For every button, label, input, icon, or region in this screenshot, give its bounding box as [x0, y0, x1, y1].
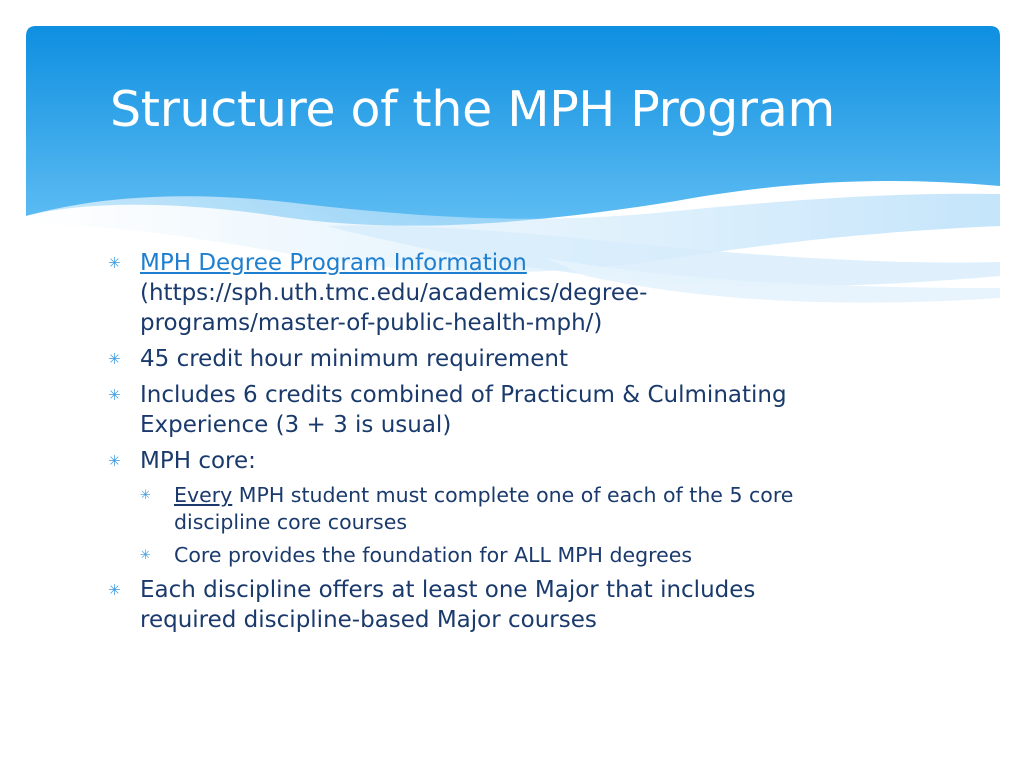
bullet-text: 45 credit hour minimum requirement — [140, 346, 569, 372]
asterisk-icon: ✳ — [140, 548, 151, 563]
bullet-text-line-2: Experience (3 + 3 is usual) — [140, 412, 452, 438]
bullet-text-line-1: Includes 6 credits combined of Practicum & Culminating — [140, 382, 787, 408]
bullet-list-container — [108, 248, 918, 641]
sub-bullet-rest: MPH student must complete one of each of the 5 core — [232, 483, 794, 507]
asterisk-icon: ✳ — [140, 488, 151, 503]
url-text-line-1: (https://sph.uth.tmc.edu/academics/degree- — [140, 280, 648, 306]
sub-bullet-line-2: discipline core courses — [174, 510, 408, 534]
asterisk-icon: ✳ — [108, 386, 121, 404]
list-item — [108, 344, 918, 374]
list-item — [108, 380, 918, 440]
asterisk-icon: ✳ — [108, 452, 121, 470]
emphasis-every: Every — [174, 483, 233, 507]
list-item — [108, 575, 918, 635]
bullet-text-line-1: Each discipline offers at least one Major that includes — [140, 577, 756, 603]
bullet-text-line-2: required discipline-based Major courses — [140, 607, 597, 633]
bullet-text: MPH core: — [140, 448, 256, 474]
asterisk-icon: ✳ — [108, 581, 121, 599]
sub-bullet-list — [140, 482, 918, 569]
list-item — [108, 248, 918, 338]
mph-program-info-link[interactable]: MPH Degree Program Information — [140, 250, 527, 276]
page-title: Structure of the MPH Program — [110, 81, 835, 138]
bullet-list — [108, 248, 918, 635]
sub-bullet-text: Core provides the foundation for ALL MPH degrees — [174, 543, 692, 567]
asterisk-icon: ✳ — [108, 254, 121, 272]
sub-list-item — [140, 482, 918, 536]
list-item — [108, 446, 918, 476]
url-text-line-2: programs/master-of-public-health-mph/) — [140, 310, 603, 336]
sub-list-item — [140, 542, 918, 569]
asterisk-icon: ✳ — [108, 350, 121, 368]
sub-bullet-line-1 — [174, 483, 793, 507]
